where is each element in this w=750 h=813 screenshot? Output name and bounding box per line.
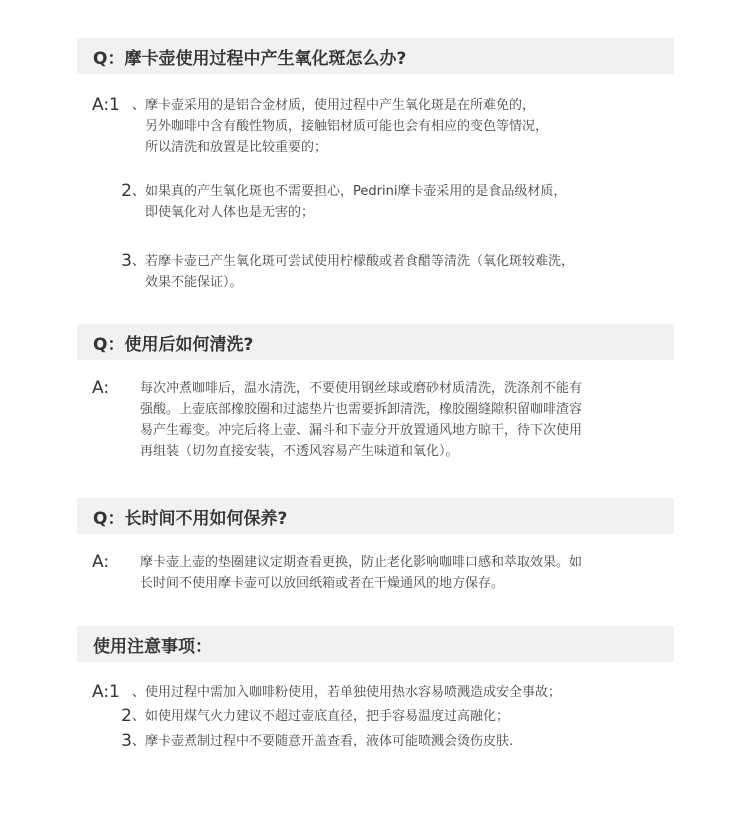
answer-line: 每次冲煮咖啡后，温水清洗，不要使用钢丝球或磨砂材质清洗，洗涤剂不能有	[140, 381, 583, 396]
answer-prefix: 3	[121, 731, 132, 751]
answer-item	[92, 552, 672, 594]
question-bar-oxidation	[77, 38, 674, 74]
answer-separator: 、	[132, 734, 146, 749]
answer-prefix: 2	[121, 181, 132, 201]
answer-text	[145, 731, 513, 752]
question-bar-maintenance	[77, 498, 674, 534]
answer-item	[92, 731, 672, 752]
answer-separator: 、	[132, 709, 146, 724]
answer-prefix: A:	[92, 378, 110, 398]
answer-item	[92, 251, 672, 293]
answer-line: 长时间不使用摩卡壶可以放回纸箱或者在干燥通风的地方保存。	[140, 576, 505, 591]
answer-item	[92, 706, 672, 727]
answer-separator: 、	[132, 254, 146, 269]
answer-line: 摩卡壶采用的是铝合金材质，使用过程中产生氧化斑是在所难免的，	[145, 98, 536, 113]
answer-separator: 、	[132, 98, 146, 113]
answer-item	[92, 378, 672, 462]
notes-title: 使用注意事项：	[93, 636, 212, 657]
answer-line: 再组装（切勿直接安装，不透风容易产生味道和氧化）。	[140, 444, 459, 459]
answer-line: 所以清洗和放置是比较重要的；	[145, 140, 328, 155]
question-bar-cleaning	[77, 324, 674, 360]
answer-text	[145, 706, 509, 727]
question-title: Q：长时间不用如何保养?	[93, 508, 288, 529]
notes-bar	[77, 626, 674, 662]
answer-text	[140, 552, 582, 594]
answer-item	[92, 95, 672, 158]
answer-item	[92, 181, 672, 223]
answer-text	[145, 251, 574, 293]
answer-text	[145, 95, 548, 158]
answer-line: 如果真的产生氧化斑也不需要担心，Pedrini摩卡壶采用的是食品级材质，	[145, 184, 567, 199]
answer-prefix: 2	[121, 706, 132, 726]
answer-line: 摩卡壶上壶的垫圈建议定期查看更换，防止老化影响咖啡口感和萃取效果。如	[140, 555, 583, 570]
answer-line: 易产生霉变。冲完后将上壶、漏斗和下壶分开放置通风地方晾干，待下次使用	[140, 423, 583, 438]
answer-prefix: A:	[92, 552, 110, 572]
question-title: Q：使用后如何清洗?	[93, 334, 254, 355]
answer-text	[145, 181, 566, 223]
answer-line: 如使用煤气火力建议不超过壶底直径，把手容易温度过高融化；	[145, 709, 510, 724]
answer-separator: 、	[132, 685, 146, 700]
answer-item	[92, 682, 672, 703]
answer-text	[140, 378, 582, 462]
question-title: Q：摩卡壶使用过程中产生氧化斑怎么办?	[93, 48, 407, 69]
answer-line: 若摩卡壶已产生氧化斑可尝试使用柠檬酸或者食醋等清洗（氧化斑较难洗，	[145, 254, 575, 269]
answer-line: 另外咖啡中含有酸性物质，接触铝材质可能也会有相应的变色等情况，	[145, 119, 549, 134]
answer-prefix: A:1	[92, 95, 120, 115]
answer-separator: 、	[132, 184, 146, 199]
answer-line: 即使氧化对人体也是无害的；	[145, 205, 315, 220]
answer-line: 效果不能保证）。	[145, 275, 243, 290]
answer-text	[145, 682, 561, 703]
answer-line: 摩卡壶煮制过程中不要随意开盖查看，液体可能喷溅会烫伤皮肤.	[145, 734, 514, 749]
answer-prefix: A:1	[92, 682, 120, 702]
answer-line: 使用过程中需加入咖啡粉使用，若单独使用热水容易喷溅造成安全事故；	[145, 685, 562, 700]
answer-line: 强酸。上壶底部橡胶圈和过滤垫片也需要拆卸清洗，橡胶圈缝隙积留咖啡渣容	[140, 402, 583, 417]
answer-prefix: 3	[121, 251, 132, 271]
